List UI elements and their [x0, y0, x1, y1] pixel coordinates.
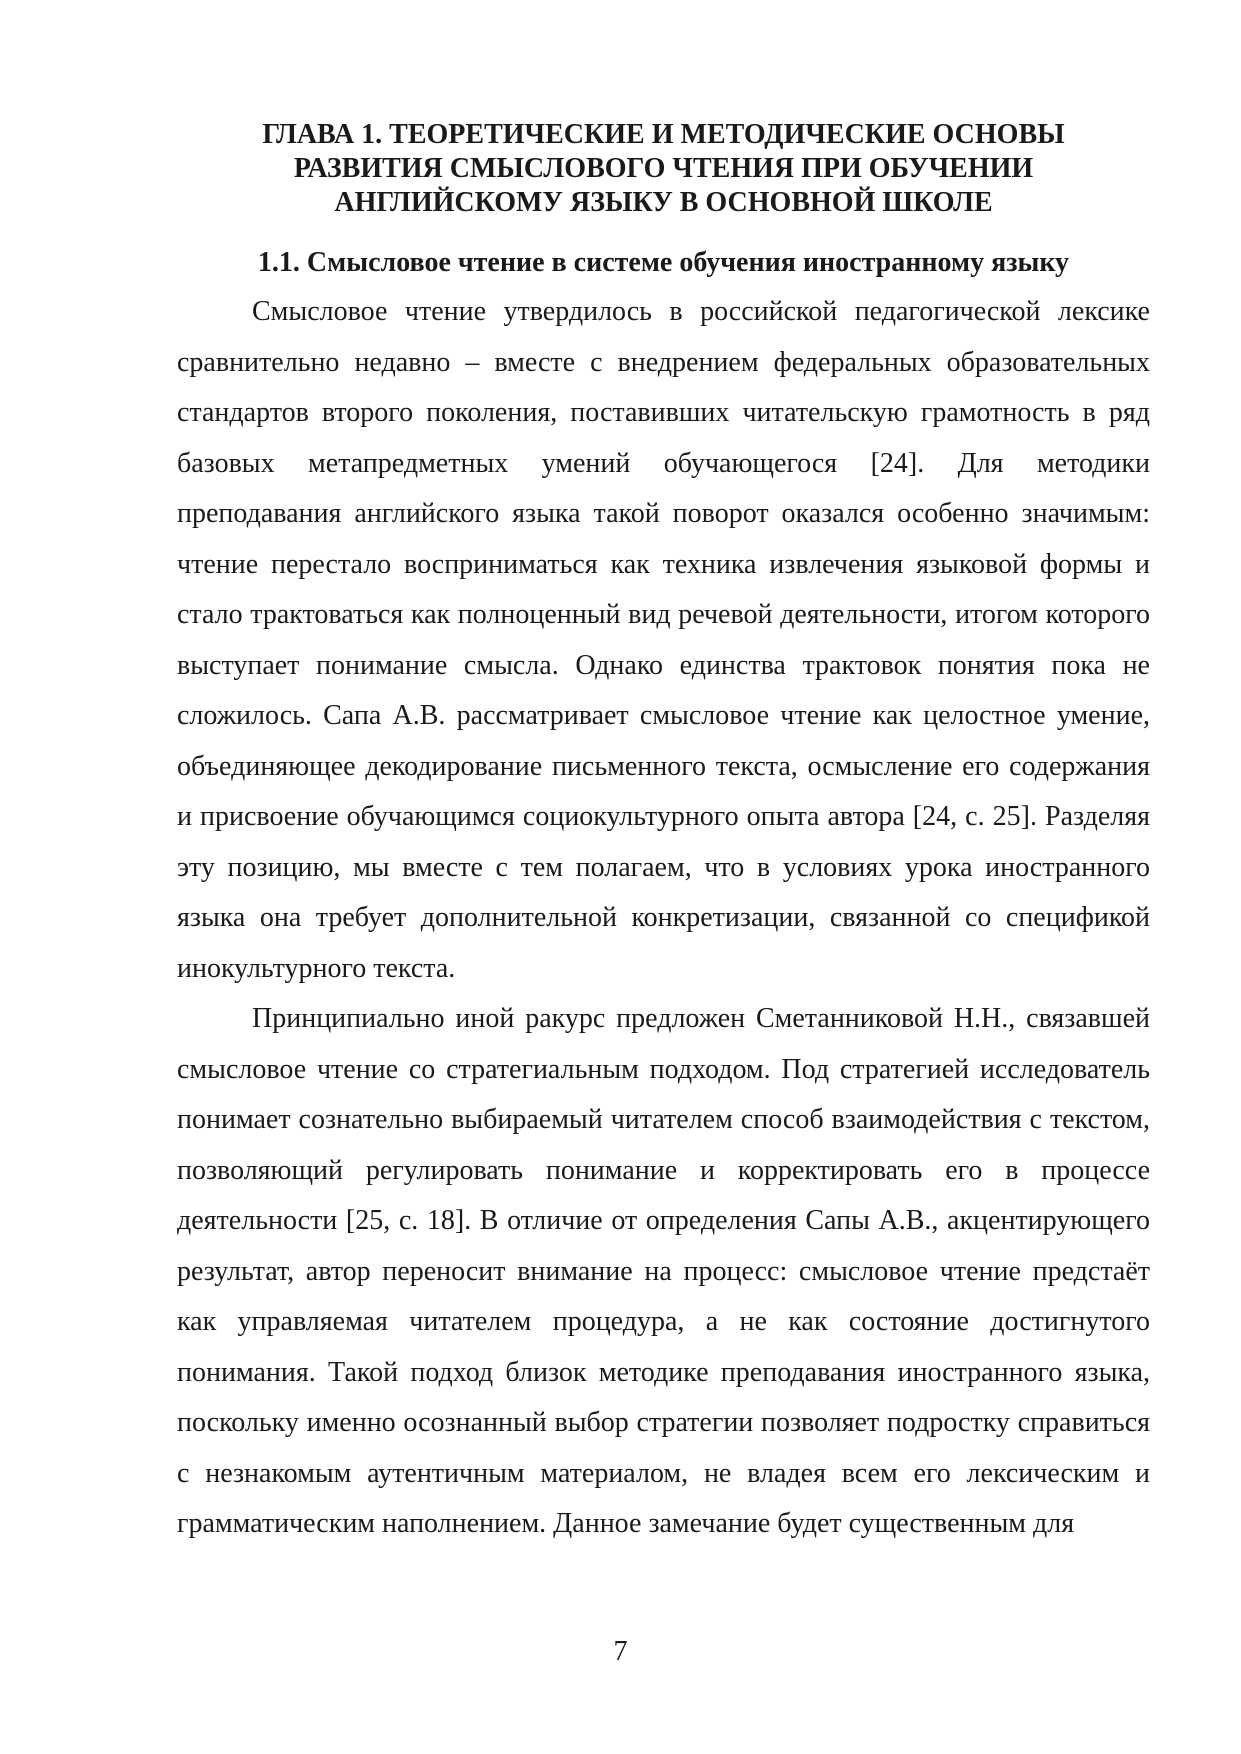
- section-title: 1.1. Смысловое чтение в системе обучения иностранному языку: [257, 247, 1070, 278]
- paragraph: Принципиально иной ракурс предложен Сметанниковой Н.Н., связавшей смысловое чтение со стратегиальным подходом. Под стратегией исследователь понимает сознательно выбираемый читателем способ взаимодействия с текстом, позволяющий регулировать понимание и корректировать его в процессе деятельности [25, с. 18]. В отличие от определения Сапы А.В., акцентирующего результат, автор переносит внимание на процесс: смысловое чтение предстаёт как управляемая читателем процедура, а не как состояние достигнутого понимания. Такой подход близок методике преподавания иностранного языка, поскольку именно осознанный выбор стратегии позволяет подростку справиться с незнакомым аутентичным материалом, не владея всем его лексическим и грамматическим наполнением. Данное замечание будет существенным для: [177, 1003, 1150, 1539]
- page-number: 7: [613, 1636, 628, 1667]
- chapter-title-line: АНГЛИЙСКОМУ ЯЗЫКУ В ОСНОВНОЙ ШКОЛЕ: [334, 187, 993, 218]
- chapter-title: [177, 118, 1150, 220]
- paragraph: Смысловое чтение утвердилось в российской педагогической лексике сравнительно недавно – вместе с внедрением федеральных образовательных стандартов второго поколения, поставивших читательскую грамотность в ряд базовых метапредметных умений обучающегося [24]. Для методики преподавания английского языка такой поворот оказался особенно значимым: чтение перестало восприниматься как техника извлечения языковой формы и стало трактоваться как полноценный вид речевой деятельности, итогом которого выступает понимание смысла. Однако единства трактовок понятия пока не сложилось. Сапа А.В. рассматривает смысловое чтение как целостное умение, объединяющее декодирование письменного текста, осмысление его содержания и присвоение обучающимся социокультурного опыта автора [24, с. 25]. Разделяя эту позицию, мы вместе с тем полагаем, что в условиях урока иностранного языка она требует дополнительной конкретизации, связанной со спецификой инокультурного текста.: [177, 296, 1150, 984]
- chapter-title-line: ГЛАВА 1. ТЕОРЕТИЧЕСКИЕ И МЕТОДИЧЕСКИЕ ОСНОВЫ: [262, 119, 1065, 150]
- chapter-title-line: РАЗВИТИЯ СМЫСЛОВОГО ЧТЕНИЯ ПРИ ОБУЧЕНИИ: [293, 153, 1034, 184]
- body-text: [177, 287, 1150, 1550]
